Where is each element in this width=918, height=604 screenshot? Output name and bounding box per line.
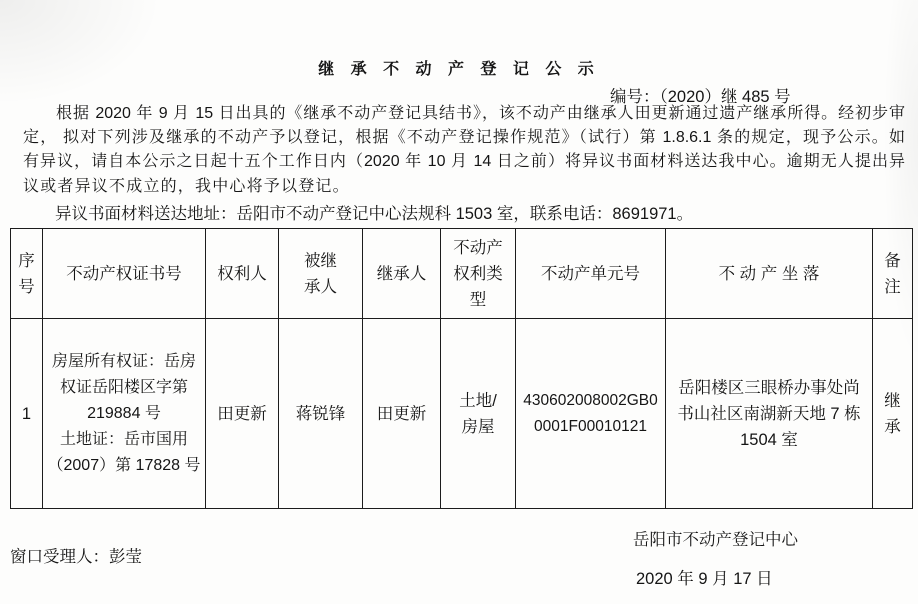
header-remark-line: 注 [884, 277, 901, 296]
header-unit-number [516, 229, 666, 319]
objection-address: 异议书面材料送达地址：岳阳市不动产登记中心法规科 1503 室，联系电话：8691971。 [55, 205, 694, 223]
certificate-line: 房屋所有权证：岳房 [51, 352, 196, 370]
issuing-authority: 岳阳市不动产登记中心 [633, 531, 798, 549]
header-heir-line: 继承人 [376, 264, 427, 283]
notice-number: 编号：（2020）继 485 号 [610, 88, 791, 106]
certificate-line: 219884 号 [87, 404, 161, 422]
certificate-line: 权证岳阳楼区字第 [59, 378, 188, 396]
remark-line: 继 [884, 391, 901, 410]
header-certificate-number-line: 不动产权证书号 [66, 264, 182, 283]
header-location-line: 不 动 产 坐 落 [718, 264, 820, 283]
cell-decedent [279, 319, 363, 509]
header-certificate-number [43, 229, 206, 319]
cell-right-type [441, 319, 516, 509]
header-right-holder [206, 229, 279, 319]
cell-serial-number [11, 319, 43, 509]
cell-unit-number [516, 319, 666, 509]
certificate-line: 土地证：岳市国用 [59, 430, 188, 448]
header-remark-line: 备 [884, 251, 901, 270]
window-clerk: 窗口受理人：彭莹 [10, 548, 142, 566]
cell-right-holder [206, 319, 279, 509]
right-type-line: 土地/ [459, 391, 497, 410]
header-right-type-line: 型 [469, 290, 487, 309]
unit-number-line: 0001F00010121 [534, 417, 647, 435]
header-serial-number [11, 229, 43, 319]
table-row [11, 319, 913, 509]
cell-right-holder-text: 田更新 [217, 404, 267, 423]
header-location [666, 229, 873, 319]
header-right-type-line: 权利类 [453, 264, 503, 283]
registration-table [10, 228, 913, 509]
header-unit-number-line: 不动产单元号 [541, 264, 640, 283]
cell-certificate-number [43, 319, 206, 509]
cell-heir-text: 田更新 [376, 404, 427, 423]
header-right-type [441, 229, 516, 319]
right-type-line: 房屋 [461, 417, 495, 436]
header-serial-number-line: 序 [18, 251, 35, 270]
cell-remark [873, 319, 913, 509]
unit-number-line: 430602008002GB0 [523, 391, 658, 409]
cell-decedent-text: 蒋锐锋 [295, 404, 346, 423]
location-line: 1504 室 [740, 430, 798, 449]
body-line: 定， 拟对下列涉及继承的不动产予以登记，根据《不动产登记操作规范》（试行）第 1.8.6.1 条的规定，现予公示。如 [23, 129, 905, 146]
cell-heir [363, 319, 441, 509]
remark-line: 承 [884, 417, 901, 436]
location-line: 岳阳楼区三眼桥办事处尚 [678, 378, 860, 397]
notice-title: 继 承 不 动 产 登 记 公 示 [318, 61, 600, 78]
certificate-line: （2007）第 17828 号 [47, 456, 201, 474]
location-line: 书山社区南湖新天地 7 栋 [677, 404, 861, 423]
issue-date: 2020 年 9 月 17 日 [636, 570, 773, 588]
header-decedent-line: 被继 [304, 251, 337, 270]
body-line: 有异议，请自本公示之日起十五个工作日内（2020 年 10 月 14 日之前）将异议书面材料送达我中心。逾期无人提出异 [23, 153, 905, 170]
cell-location [666, 319, 873, 509]
body-line: 议或者异议不成立的，我中心将予以登记。 [23, 178, 350, 195]
header-right-type-line: 不动产 [453, 238, 503, 257]
header-decedent-line: 承人 [304, 277, 337, 296]
cell-serial-number-text: 1 [21, 404, 32, 423]
table-header-row [11, 229, 913, 319]
header-heir [363, 229, 441, 319]
header-remark [873, 229, 913, 319]
header-right-holder-line: 权利人 [217, 264, 267, 283]
header-serial-number-line: 号 [18, 277, 35, 296]
header-decedent [279, 229, 363, 319]
body-line: 根据 2020 年 9 月 15 日出具的《继承不动产登记具结书》，该不动产由继承人田更新通过遗产继承所得。经初步审 [56, 105, 905, 122]
